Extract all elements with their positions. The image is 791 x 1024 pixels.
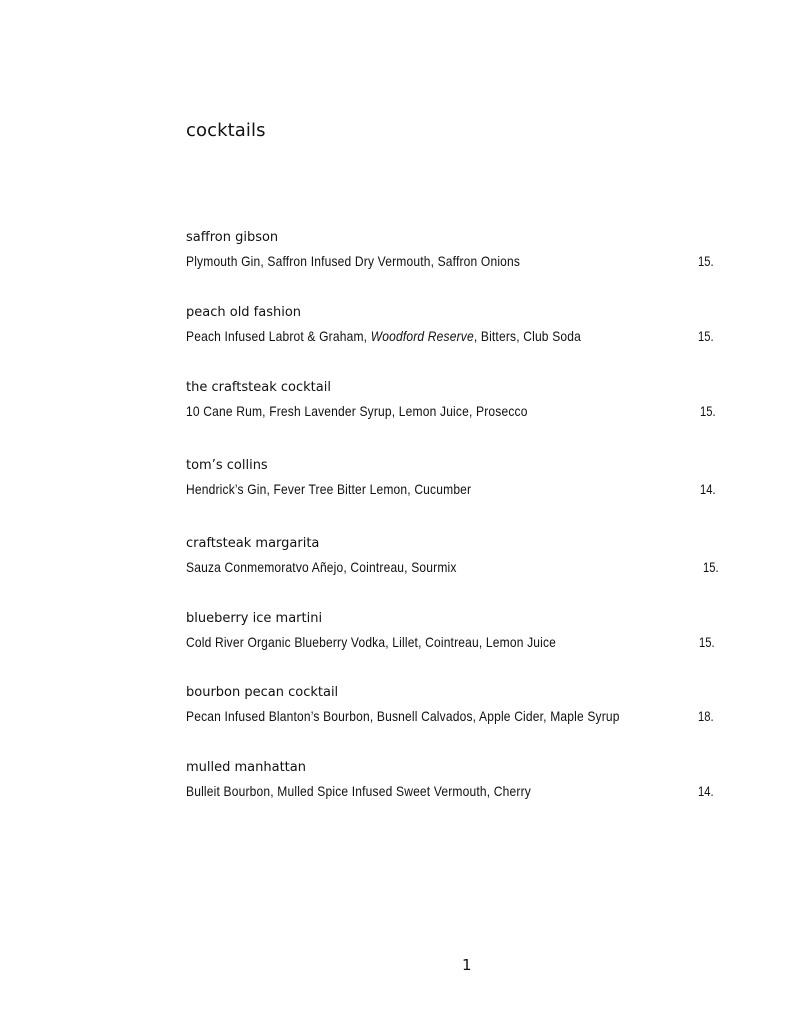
item-price: 15. — [698, 253, 714, 269]
item-price: 14. — [698, 783, 714, 799]
page-title: cocktails — [186, 120, 266, 141]
item-name: tom’s collins — [186, 458, 268, 473]
item-description: Cold River Organic Blueberry Vodka, Lillet, Cointreau, Lemon Juice — [186, 634, 557, 650]
item-description: Bulleit Bourbon, Mulled Spice Infused Sweet Vermouth, Cherry — [186, 783, 531, 799]
item-description: Sauza Conmemoratvo Añejo, Cointreau, Sourmix — [186, 559, 457, 575]
page-number: 1 — [462, 956, 472, 974]
item-price: 18. — [698, 708, 714, 724]
item-description: Pecan Infused Blanton’s Bourbon, Busnell Calvados, Apple Cider, Maple Syrup — [186, 708, 620, 724]
item-price: 15. — [703, 559, 719, 575]
item-price: 15. — [699, 634, 715, 650]
item-name: bourbon pecan cocktail — [186, 685, 339, 700]
item-price: 15. — [698, 328, 714, 344]
item-description: Hendrick’s Gin, Fever Tree Bitter Lemon, Cucumber — [186, 481, 472, 497]
item-name: mulled manhattan — [186, 760, 306, 775]
item-name: the craftsteak cocktail — [186, 380, 331, 395]
item-name: craftsteak margarita — [186, 536, 320, 551]
item-description: 10 Cane Rum, Fresh Lavender Syrup, Lemon Juice, Prosecco — [186, 403, 528, 419]
item-name: saffron gibson — [186, 230, 279, 245]
item-price: 14. — [700, 481, 716, 497]
item-description: Peach Infused Labrot & Graham, Woodford Reserve, Bitters, Club Soda — [186, 328, 582, 344]
item-price: 15. — [700, 403, 716, 419]
item-description: Plymouth Gin, Saffron Infused Dry Vermouth, Saffron Onions — [186, 253, 521, 269]
item-name: peach old fashion — [186, 305, 302, 320]
item-name: blueberry ice martini — [186, 611, 323, 626]
